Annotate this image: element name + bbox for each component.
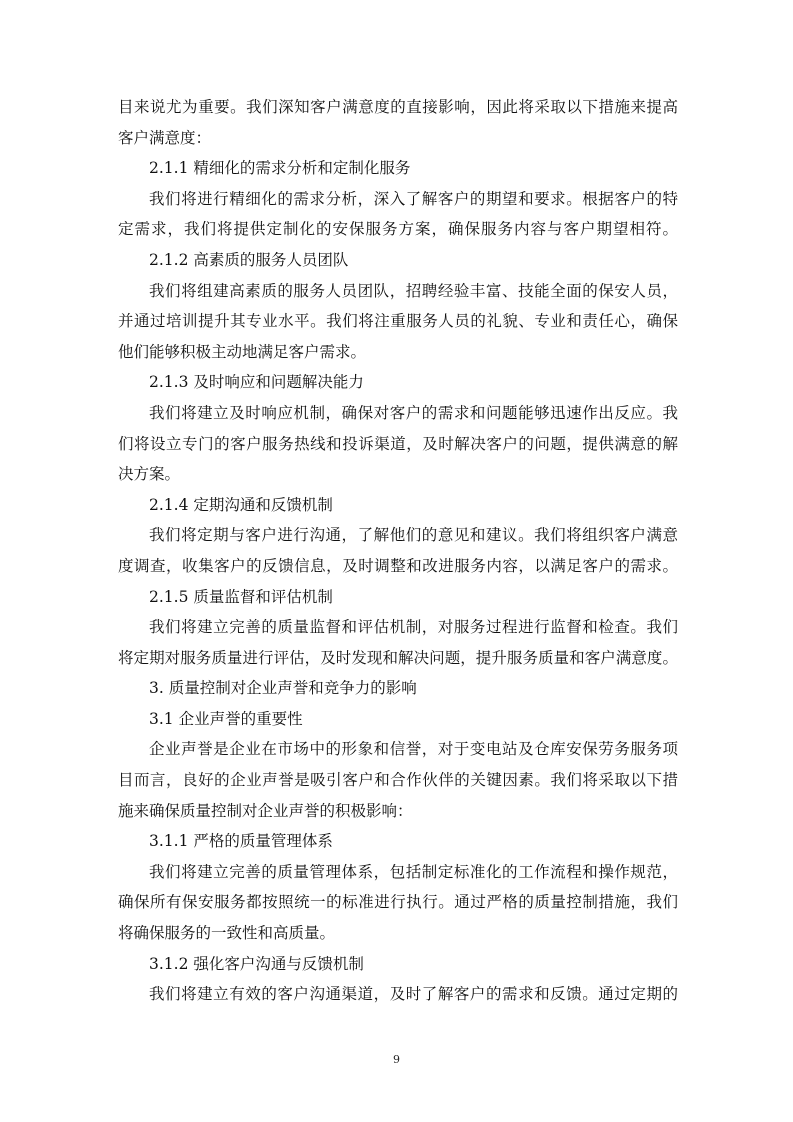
paragraph-line: 定需求，我们将提供定制化的安保服务方案，确保服务内容与客户期望相符。 [118,220,678,239]
paragraph-line: 并通过培训提升其专业水平。我们将注重服务人员的礼貌、专业和责任心，确保 [118,312,678,331]
paragraph-line: 企业声誉是企业在市场中的形象和信誉，对于变电站及仓库安保劳务服务项 [149,740,678,759]
section-heading: 3. 质量控制对企业声誉和竞争力的影响 [149,679,417,698]
section-heading: 3.1 企业声誉的重要性 [149,709,303,728]
paragraph-line: 施来确保质量控制对企业声誉的积极影响： [118,801,413,820]
paragraph-line: 目来说尤为重要。我们深知客户满意度的直接影响，因此将采取以下措施来提高 [118,98,678,116]
paragraph-line: 决方案。 [118,465,181,484]
paragraph-line: 们将设立专门的客户服务热线和投诉渠道，及时解决客户的问题，提供满意的解 [118,434,678,453]
paragraph-line: 将确保服务的一致性和高质量。 [118,924,336,943]
section-heading: 2.1.3 及时响应和问题解决能力 [149,373,364,392]
section-heading: 3.1.1 严格的质量管理体系 [149,832,333,851]
paragraph-line: 我们将组建高素质的服务人员团队，招聘经验丰富、技能全面的保安人员， [149,281,678,300]
paragraph-line: 目而言，良好的企业声誉是吸引客户和合作伙伴的关键因素。我们将采取以下措 [118,771,678,790]
section-heading: 2.1.4 定期沟通和反馈机制 [149,495,333,514]
paragraph-line: 我们将进行精细化的需求分析，深入了解客户的期望和要求。根据客户的特 [149,189,678,208]
paragraph-line: 度调查，收集客户的反馈信息，及时调整和改进服务内容，以满足客户的需求。 [118,556,678,575]
section-heading: 2.1.5 质量监督和评估机制 [149,587,333,606]
paragraph-line: 我们将建立及时响应机制，确保对客户的需求和问题能够迅速作出反应。我 [149,403,678,422]
body-text [118,92,678,1010]
section-heading: 2.1.2 高素质的服务人员团队 [149,250,349,269]
section-heading: 2.1.1 精细化的需求分析和定制化服务 [149,159,411,178]
paragraph-line: 我们将定期与客户进行沟通，了解他们的意见和建议。我们将组织客户满意 [149,526,678,545]
paragraph-line: 客户满意度： [118,128,212,147]
paragraph-line: 我们将建立完善的质量管理体系，包括制定标准化的工作流程和操作规范， [149,862,678,881]
paragraph-line: 我们将建立有效的客户沟通渠道，及时了解客户的需求和反馈。通过定期的 [149,985,678,1004]
paragraph-line: 将定期对服务质量进行评估，及时发现和解决问题，提升服务质量和客户满意度。 [118,648,678,667]
page-number: 9 [393,1053,400,1066]
section-heading: 3.1.2 强化客户沟通与反馈机制 [149,954,364,973]
paragraph-line: 我们将建立完善的质量监督和评估机制，对服务过程进行监督和检查。我们 [149,618,678,637]
paragraph-line: 确保所有保安服务都按照统一的标准进行执行。通过严格的质量控制措施，我们 [118,893,678,912]
paragraph-line: 他们能够积极主动地满足客户需求。 [118,342,367,361]
